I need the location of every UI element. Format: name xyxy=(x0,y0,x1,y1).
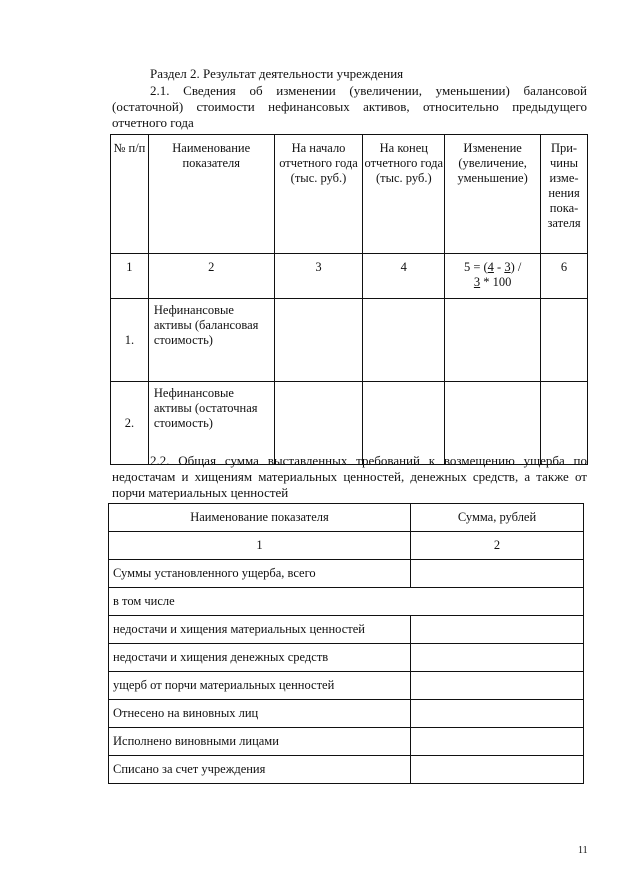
row-label: недостачи и хищения материальных ценностей xyxy=(109,616,411,644)
table-row xyxy=(109,700,584,728)
table-row xyxy=(109,616,584,644)
col-number-5-formula: 5 = (4 - 3) / 3 * 100 xyxy=(445,254,541,299)
header-number: № п/п xyxy=(111,135,149,254)
damage-claims-table xyxy=(108,503,584,784)
subsection-2-1-text: 2.1. Сведения об изменении (увеличении, уменьшении) балансовой (остаточной) стоимости нефинансовых активов, относительно предыдущего отчетного года xyxy=(112,83,587,130)
row-label: Отнесено на виновных лиц xyxy=(109,700,411,728)
page-number: 11 xyxy=(578,845,588,856)
table-row xyxy=(109,588,584,616)
header-change: Изменение (увеличение, уменьшение) xyxy=(445,135,541,254)
row-index: 1. xyxy=(111,299,149,382)
cell-empty xyxy=(363,299,445,382)
row-name: Нефинансовые активы (балансовая стоимость) xyxy=(148,299,274,382)
row-label: Списано за счет учреждения xyxy=(109,756,411,784)
row-index: 2. xyxy=(111,382,149,465)
col-number-4: 4 xyxy=(363,254,445,299)
column-numbers-row xyxy=(111,254,588,299)
row-label: Исполнено виновными лицами xyxy=(109,728,411,756)
row-amount xyxy=(411,756,584,784)
column-numbers-row xyxy=(109,532,584,560)
col-number-1: 1 xyxy=(109,532,411,560)
table-row xyxy=(109,756,584,784)
header-reasons: При-чины изме-нения пока-зателя xyxy=(541,135,588,254)
table-header-row xyxy=(109,504,584,532)
row-label: ущерб от порчи материальных ценностей xyxy=(109,672,411,700)
row-label: недостачи и хищения денежных средств xyxy=(109,644,411,672)
row-label: Суммы установленного ущерба, всего xyxy=(109,560,411,588)
cell-empty xyxy=(445,299,541,382)
col-number-2: 2 xyxy=(148,254,274,299)
table-row xyxy=(109,728,584,756)
row-amount xyxy=(411,560,584,588)
cell-empty xyxy=(541,299,588,382)
col-number-3: 3 xyxy=(274,254,363,299)
table-header-row xyxy=(111,135,588,254)
col-number-1: 1 xyxy=(111,254,149,299)
section-title: Раздел 2. Результат деятельности учреждения xyxy=(150,66,404,81)
subsection-2-2-text: 2.2. Общая сумма выставленных требований к возмещению ущерба по недостачам и хищениям материальных ценностей, денежных средств, а также от порчи материальных ценностей xyxy=(112,453,587,500)
table-row xyxy=(109,672,584,700)
header-indicator-name: Наименование показателя xyxy=(109,504,411,532)
row-name: Нефинансовые активы (остаточная стоимость) xyxy=(148,382,274,465)
table-row xyxy=(109,644,584,672)
nonfinancial-assets-table xyxy=(110,134,588,465)
row-amount xyxy=(411,700,584,728)
header-amount: Сумма, рублей xyxy=(411,504,584,532)
header-indicator-name: Наименование показателя xyxy=(148,135,274,254)
row-amount xyxy=(411,672,584,700)
row-amount xyxy=(411,728,584,756)
table-row xyxy=(111,299,588,382)
row-amount xyxy=(411,616,584,644)
col-number-2: 2 xyxy=(411,532,584,560)
row-amount xyxy=(411,644,584,672)
row-label: в том числе xyxy=(109,588,584,616)
header-end-of-year: На конец отчетного года (тыс. руб.) xyxy=(363,135,445,254)
col-number-6: 6 xyxy=(541,254,588,299)
subsection-2-1-heading xyxy=(112,83,587,131)
header-start-of-year: На начало отчетного года (тыс. руб.) xyxy=(274,135,363,254)
table-row xyxy=(109,560,584,588)
cell-empty xyxy=(274,299,363,382)
subsection-2-2-heading xyxy=(112,453,587,501)
